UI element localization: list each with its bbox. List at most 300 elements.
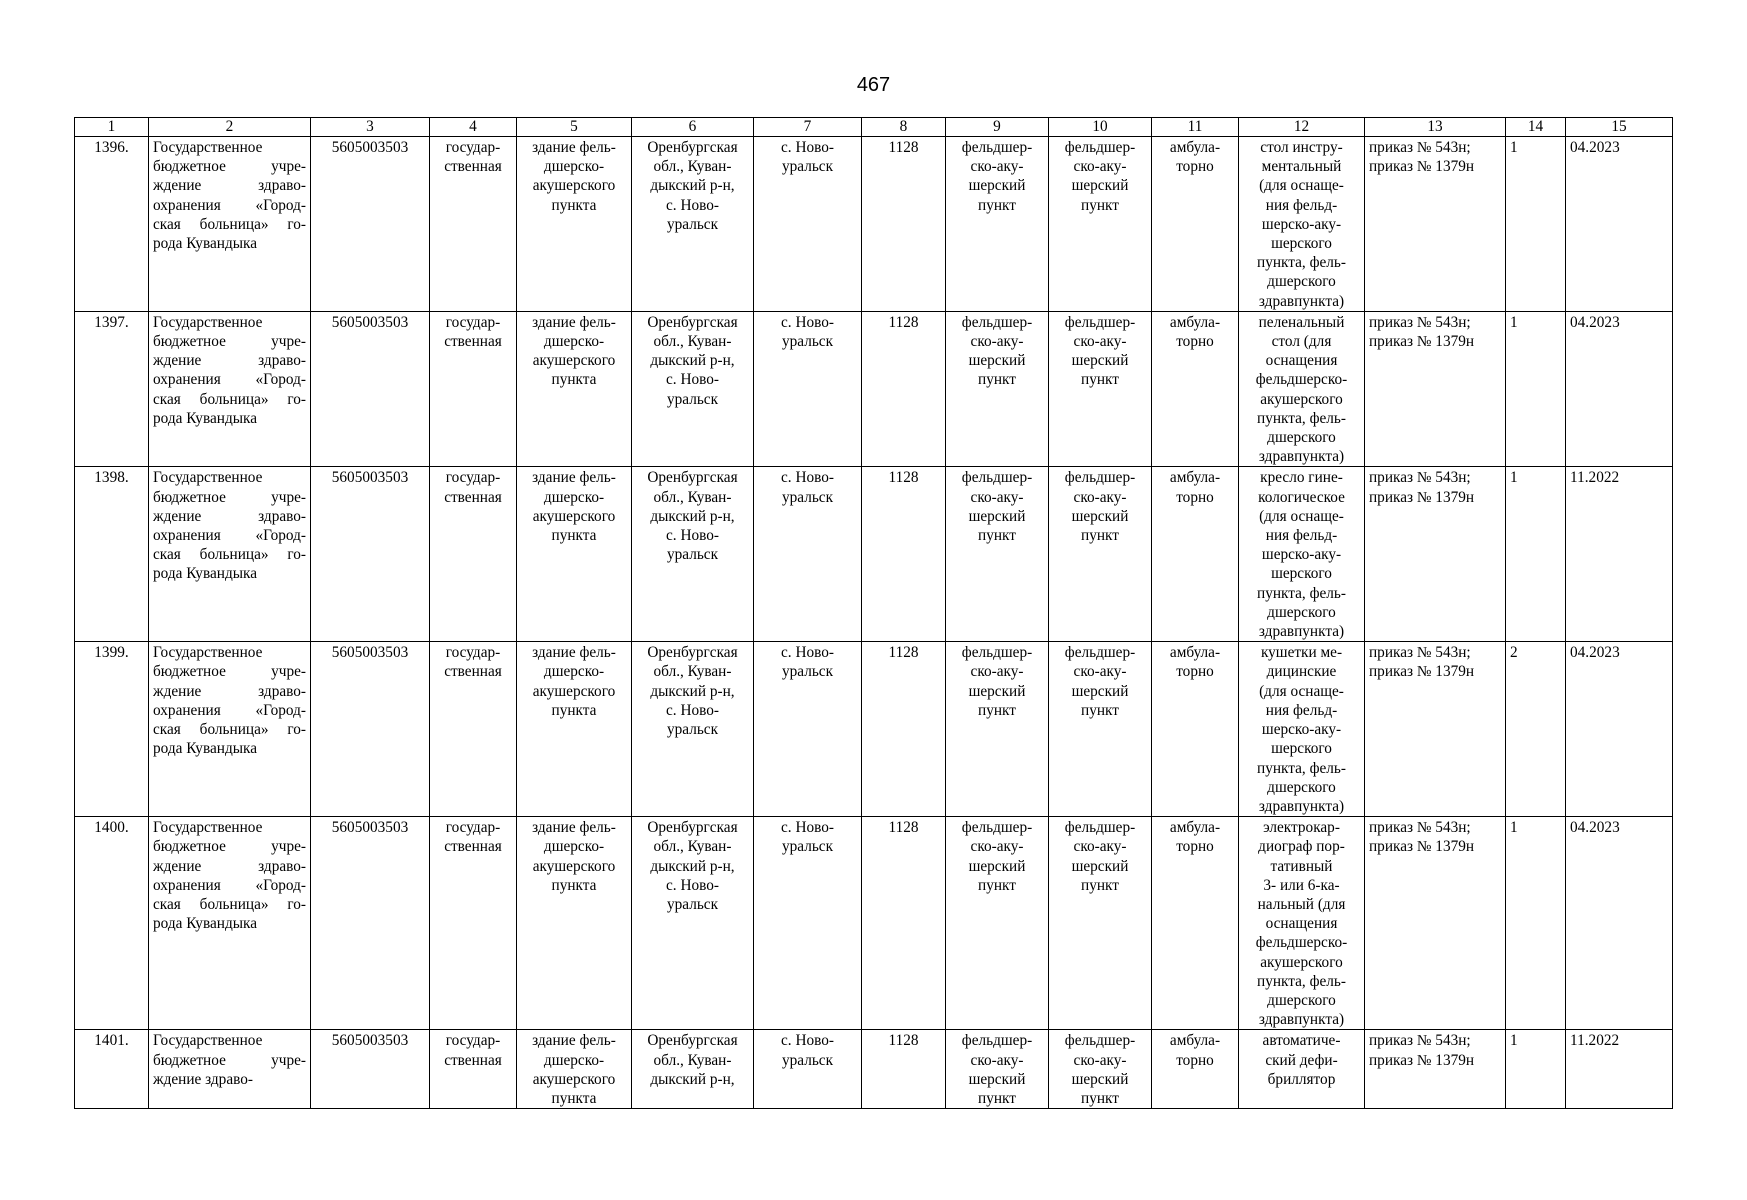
equipment-line: акушерского	[1260, 390, 1343, 408]
equipment-line: пеленальный	[1258, 313, 1345, 331]
care-conditions-line: амбула-	[1169, 313, 1221, 331]
locality-line: с. Ново-	[781, 819, 834, 837]
address-line: Оренбургская	[647, 139, 738, 156]
facility-subtype-line: фельдшер-	[1064, 313, 1136, 331]
equipment-line: дшерского	[1267, 778, 1336, 796]
building-line: дшерско-	[543, 663, 605, 681]
ownership-form-line: ственная	[444, 838, 502, 856]
address-line: обл., Куван-	[653, 838, 732, 856]
equipment-line: акушерского	[1260, 953, 1343, 971]
building-cell	[517, 1030, 632, 1109]
facility-subtype-cell	[1049, 817, 1152, 1030]
column-header-1: 1	[75, 118, 149, 137]
locality-line: с. Ново-	[781, 644, 834, 662]
locality-cell	[754, 817, 862, 1030]
address-cell	[632, 1030, 754, 1109]
facility-subtype-cell	[1049, 137, 1152, 312]
address-cell	[632, 137, 754, 312]
facility-type-line: шерский	[968, 682, 1026, 700]
code-cell: 1128	[862, 137, 946, 312]
care-conditions-line: торно	[1176, 663, 1214, 681]
address-line: уральск	[666, 215, 719, 233]
quantity-cell: 1	[1506, 817, 1566, 1030]
facility-subtype-cell	[1049, 1030, 1152, 1109]
organization-name-cell	[149, 311, 311, 467]
address-line: дыкский р-н,	[650, 682, 735, 700]
facility-subtype-line: ско-аку-	[1073, 1051, 1127, 1069]
building-line: дшерско-	[543, 1051, 605, 1069]
locality-line: с. Ново-	[781, 1032, 834, 1050]
facility-subtype-line: ско-аку-	[1073, 488, 1127, 506]
equipment-line: шерско-аку-	[1261, 546, 1342, 564]
facility-subtype-line: пункт	[1081, 371, 1119, 389]
equipment-cell	[1239, 817, 1365, 1030]
organization-name-line: Государственное	[153, 139, 263, 156]
order-reference-line: приказ № 1379н	[1369, 333, 1475, 351]
building-cell	[517, 642, 632, 817]
organization-name-line: Государственное	[153, 644, 263, 662]
quantity-cell: 1	[1506, 1030, 1566, 1109]
equipment-line: шерского	[1271, 740, 1332, 758]
facility-subtype-line: ско-аку-	[1073, 333, 1127, 351]
building-line: дшерско-	[543, 158, 605, 176]
address-line: Оренбургская	[647, 819, 738, 837]
equipment-line: кресло гине-	[1260, 469, 1343, 487]
facility-type-cell	[946, 137, 1049, 312]
column-header-9: 9	[946, 118, 1049, 137]
ownership-form-line: государ-	[445, 819, 501, 837]
organization-name-line: рода Кувандыка	[153, 235, 258, 253]
building-line: акушерского	[532, 352, 616, 370]
equipment-line: нальный (для	[1257, 895, 1346, 913]
address-line: Оренбургская	[647, 1032, 738, 1050]
address-line: дыкский р-н,	[650, 352, 735, 370]
quantity-cell: 1	[1506, 311, 1566, 467]
order-reference-line: приказ № 543н;	[1369, 469, 1471, 487]
facility-type-line: фельдшер-	[961, 1032, 1033, 1050]
equipment-line: дшерского	[1267, 991, 1336, 1009]
organization-name-line: охранения «Город-	[153, 196, 306, 214]
equipment-line: пункта, фель-	[1257, 759, 1346, 777]
facility-subtype-line: фельдшер-	[1064, 1032, 1136, 1050]
equipment-line: дицинские	[1266, 663, 1337, 681]
order-reference-cell	[1365, 467, 1506, 642]
organization-name-line: Государственное	[153, 469, 263, 487]
building-line: здание фель-	[532, 313, 616, 331]
facility-subtype-line: пункт	[1081, 527, 1119, 545]
inn-cell: 5605003503	[311, 1030, 430, 1109]
building-line: здание фель-	[532, 139, 616, 156]
organization-name-line: ская больница» го-	[153, 390, 306, 408]
facility-type-cell	[946, 311, 1049, 467]
equipment-line: дшерского	[1267, 603, 1336, 621]
address-line: с. Ново-	[666, 196, 719, 214]
organization-name-line: Государственное	[153, 313, 263, 331]
organization-name-cell	[149, 642, 311, 817]
equipment-line: здравпункта)	[1258, 292, 1345, 310]
equipment-line: фельдшерско-	[1255, 371, 1348, 389]
equipment-line: пункта, фель-	[1257, 584, 1346, 602]
equipment-line: ментальный	[1261, 158, 1342, 176]
column-header-4: 4	[430, 118, 517, 137]
locality-cell	[754, 137, 862, 312]
equipment-line: (для оснаще-	[1259, 177, 1344, 195]
ownership-form-line: ственная	[444, 1051, 502, 1069]
locality-line: уральск	[781, 663, 834, 681]
organization-name-line: рода Кувандыка	[153, 565, 258, 583]
organization-name-line: охранения «Город-	[153, 371, 306, 389]
date-cell: 04.2023	[1566, 137, 1673, 312]
facility-type-line: ско-аку-	[970, 333, 1024, 351]
care-conditions-line: амбула-	[1169, 139, 1221, 156]
equipment-line: ния фельд-	[1265, 196, 1338, 214]
inn-cell: 5605003503	[311, 467, 430, 642]
care-conditions-line: торно	[1176, 1051, 1214, 1069]
address-line: уральск	[666, 721, 719, 739]
locality-line: уральск	[781, 333, 834, 351]
organization-name-line: ская больница» го-	[153, 721, 306, 739]
order-reference-line: приказ № 1379н	[1369, 663, 1475, 681]
building-line: здание фель-	[532, 819, 616, 837]
address-line: дыкский р-н,	[650, 177, 735, 195]
equipment-line: ния фельд-	[1265, 527, 1338, 545]
facility-subtype-line: фельдшер-	[1064, 644, 1136, 662]
equipment-line: дшерского	[1267, 273, 1336, 291]
building-line: акушерского	[532, 682, 616, 700]
organization-name-line: ждение здраво-	[153, 177, 306, 195]
care-conditions-line: торно	[1176, 838, 1214, 856]
date-cell: 04.2023	[1566, 642, 1673, 817]
equipment-line: пункта, фель-	[1257, 972, 1346, 990]
organization-name-line: Государственное	[153, 819, 263, 837]
building-line: пункта	[551, 876, 597, 894]
ownership-form-line: государ-	[445, 139, 501, 156]
equipment-line: здравпункта)	[1258, 623, 1345, 641]
ownership-form-cell	[430, 817, 517, 1030]
order-reference-cell	[1365, 642, 1506, 817]
order-reference-cell	[1365, 817, 1506, 1030]
building-line: акушерского	[532, 507, 616, 525]
equipment-line: шерского	[1271, 565, 1332, 583]
equipment-line: шерского	[1271, 235, 1332, 253]
column-header-7: 7	[754, 118, 862, 137]
equipment-line: здравпункта)	[1258, 1011, 1345, 1029]
order-reference-line: приказ № 543н;	[1369, 819, 1471, 837]
equipment-line: фельдшерско-	[1255, 934, 1348, 952]
facility-subtype-line: шерский	[1071, 177, 1129, 195]
equipment-register-table	[74, 117, 1673, 1109]
page-number: 467	[856, 74, 891, 96]
building-cell	[517, 817, 632, 1030]
care-conditions-line: амбула-	[1169, 1032, 1221, 1050]
facility-subtype-line: фельдшер-	[1064, 819, 1136, 837]
equipment-line: стол инстру-	[1260, 139, 1343, 156]
facility-type-line: фельдшер-	[961, 819, 1033, 837]
equipment-line: здравпункта)	[1258, 797, 1345, 815]
equipment-line: (для оснаще-	[1259, 507, 1344, 525]
column-header-8: 8	[862, 118, 946, 137]
address-line: Оренбургская	[647, 313, 738, 331]
order-reference-cell	[1365, 1030, 1506, 1109]
facility-type-line: шерский	[968, 1070, 1026, 1088]
quantity-cell: 1	[1506, 137, 1566, 312]
organization-name-line: ждение здраво-	[153, 1070, 253, 1088]
facility-type-line: пункт	[978, 371, 1016, 389]
organization-name-line: охранения «Город-	[153, 527, 306, 545]
address-cell	[632, 642, 754, 817]
inn-cell: 5605003503	[311, 642, 430, 817]
equipment-line: 3- или 6-ка-	[1263, 876, 1340, 894]
order-reference-cell	[1365, 137, 1506, 312]
date-cell: 04.2023	[1566, 311, 1673, 467]
organization-name-line: бюджетное учре-	[153, 838, 306, 856]
equipment-line: электрокар-	[1263, 819, 1340, 837]
quantity-cell: 1	[1506, 467, 1566, 642]
row-number-cell: 1396.	[75, 137, 149, 312]
order-reference-line: приказ № 1379н	[1369, 1051, 1475, 1069]
table-row	[75, 137, 1673, 312]
address-line: обл., Куван-	[653, 333, 732, 351]
address-line: уральск	[666, 390, 719, 408]
address-line: уральск	[666, 546, 719, 564]
address-line: с. Ново-	[666, 527, 719, 545]
equipment-cell	[1239, 311, 1365, 467]
building-line: здание фель-	[532, 469, 616, 487]
table-row	[75, 817, 1673, 1030]
facility-subtype-line: ско-аку-	[1073, 838, 1127, 856]
address-line: с. Ново-	[666, 876, 719, 894]
locality-line: с. Ново-	[781, 313, 834, 331]
facility-subtype-line: пункт	[1081, 876, 1119, 894]
column-header-13: 13	[1365, 118, 1506, 137]
equipment-line: бриллятор	[1267, 1070, 1336, 1088]
facility-type-line: пункт	[978, 876, 1016, 894]
address-cell	[632, 467, 754, 642]
facility-subtype-line: пункт	[1081, 1089, 1119, 1107]
facility-subtype-line: шерский	[1071, 507, 1129, 525]
equipment-line: здравпункта)	[1258, 448, 1345, 466]
column-header-2: 2	[149, 118, 311, 137]
organization-name-line: ская больница» го-	[153, 895, 306, 913]
building-cell	[517, 467, 632, 642]
ownership-form-line: государ-	[445, 1032, 501, 1050]
locality-cell	[754, 467, 862, 642]
equipment-line: оснащения	[1265, 352, 1338, 370]
building-line: здание фель-	[532, 1032, 616, 1050]
care-conditions-cell	[1152, 137, 1239, 312]
date-cell: 11.2022	[1566, 467, 1673, 642]
locality-cell	[754, 311, 862, 467]
organization-name-line: ская больница» го-	[153, 546, 306, 564]
address-cell	[632, 311, 754, 467]
locality-line: уральск	[781, 488, 834, 506]
ownership-form-cell	[430, 642, 517, 817]
row-number-cell: 1401.	[75, 1030, 149, 1109]
address-line: Оренбургская	[647, 644, 738, 662]
inn-cell: 5605003503	[311, 137, 430, 312]
equipment-line: шерско-аку-	[1261, 721, 1342, 739]
facility-type-line: фельдшер-	[961, 313, 1033, 331]
column-header-10: 10	[1049, 118, 1152, 137]
building-line: пункта	[551, 701, 597, 719]
care-conditions-line: торно	[1176, 158, 1214, 176]
address-line: обл., Куван-	[653, 158, 732, 176]
equipment-line: ния фельд-	[1265, 701, 1338, 719]
building-line: дшерско-	[543, 333, 605, 351]
equipment-line: кологическое	[1258, 488, 1345, 506]
column-header-6: 6	[632, 118, 754, 137]
locality-line: уральск	[781, 1051, 834, 1069]
ownership-form-line: ственная	[444, 333, 502, 351]
address-line: дыкский р-н,	[650, 857, 735, 875]
order-reference-line: приказ № 1379н	[1369, 488, 1475, 506]
column-header-14: 14	[1506, 118, 1566, 137]
date-cell: 04.2023	[1566, 817, 1673, 1030]
facility-type-line: шерский	[968, 177, 1026, 195]
equipment-line: ский дефи-	[1265, 1051, 1338, 1069]
address-line: дыкский р-н,	[650, 507, 735, 525]
care-conditions-cell	[1152, 642, 1239, 817]
facility-subtype-line: шерский	[1071, 352, 1129, 370]
organization-name-line: бюджетное учре-	[153, 158, 306, 176]
care-conditions-cell	[1152, 311, 1239, 467]
ownership-form-line: государ-	[445, 644, 501, 662]
locality-line: уральск	[781, 838, 834, 856]
organization-name-cell	[149, 137, 311, 312]
order-reference-cell	[1365, 311, 1506, 467]
facility-type-line: фельдшер-	[961, 644, 1033, 662]
address-line: Оренбургская	[647, 469, 738, 487]
ownership-form-cell	[430, 311, 517, 467]
equipment-line: оснащения	[1265, 915, 1338, 933]
organization-name-line: бюджетное учре-	[153, 488, 306, 506]
care-conditions-line: амбула-	[1169, 819, 1221, 837]
care-conditions-line: торно	[1176, 333, 1214, 351]
quantity-cell: 2	[1506, 642, 1566, 817]
organization-name-line: ждение здраво-	[153, 857, 306, 875]
equipment-cell	[1239, 1030, 1365, 1109]
address-line: обл., Куван-	[653, 488, 732, 506]
organization-name-line: бюджетное учре-	[153, 333, 306, 351]
equipment-line: шерско-аку-	[1261, 215, 1342, 233]
equipment-line: пункта, фель-	[1257, 409, 1346, 427]
facility-type-line: ско-аку-	[970, 488, 1024, 506]
building-line: пункта	[551, 196, 597, 214]
building-line: пункта	[551, 1089, 597, 1107]
organization-name-cell	[149, 817, 311, 1030]
locality-cell	[754, 642, 862, 817]
equipment-line: (для оснаще-	[1259, 682, 1344, 700]
building-line: дшерско-	[543, 488, 605, 506]
facility-type-line: пункт	[978, 1089, 1016, 1107]
equipment-line: пункта, фель-	[1257, 254, 1346, 272]
facility-type-line: ско-аку-	[970, 158, 1024, 176]
order-reference-line: приказ № 543н;	[1369, 139, 1471, 156]
care-conditions-line: торно	[1176, 488, 1214, 506]
address-line: с. Ново-	[666, 371, 719, 389]
code-cell: 1128	[862, 311, 946, 467]
equipment-line: дшерского	[1267, 429, 1336, 447]
facility-subtype-line: фельдшер-	[1064, 139, 1136, 156]
locality-cell	[754, 1030, 862, 1109]
facility-subtype-line: фельдшер-	[1064, 469, 1136, 487]
care-conditions-line: амбула-	[1169, 469, 1221, 487]
equipment-line: тативный	[1270, 857, 1333, 875]
facility-subtype-line: ско-аку-	[1073, 663, 1127, 681]
facility-type-line: пункт	[978, 527, 1016, 545]
table-row	[75, 467, 1673, 642]
organization-name-line: ждение здраво-	[153, 352, 306, 370]
table-row	[75, 311, 1673, 467]
organization-name-cell	[149, 467, 311, 642]
locality-line: уральск	[781, 158, 834, 176]
address-line: с. Ново-	[666, 701, 719, 719]
address-line: обл., Куван-	[653, 663, 732, 681]
facility-subtype-line: ско-аку-	[1073, 158, 1127, 176]
facility-subtype-line: шерский	[1071, 857, 1129, 875]
column-header-11: 11	[1152, 118, 1239, 137]
inn-cell: 5605003503	[311, 311, 430, 467]
code-cell: 1128	[862, 642, 946, 817]
facility-type-line: ско-аку-	[970, 838, 1024, 856]
organization-name-line: ская больница» го-	[153, 215, 306, 233]
building-line: пункта	[551, 371, 597, 389]
locality-line: с. Ново-	[781, 469, 834, 487]
organization-name-line: рода Кувандыка	[153, 409, 258, 427]
building-line: здание фель-	[532, 644, 616, 662]
table-row	[75, 1030, 1673, 1109]
equipment-line: стол (для	[1271, 333, 1332, 351]
facility-type-cell	[946, 817, 1049, 1030]
facility-subtype-line: пункт	[1081, 701, 1119, 719]
building-line: акушерского	[532, 857, 616, 875]
order-reference-line: приказ № 543н;	[1369, 313, 1471, 331]
ownership-form-cell	[430, 137, 517, 312]
address-line: уральск	[666, 895, 719, 913]
building-line: акушерского	[532, 177, 616, 195]
facility-type-line: шерский	[968, 507, 1026, 525]
code-cell: 1128	[862, 1030, 946, 1109]
facility-type-line: пункт	[978, 196, 1016, 214]
organization-name-line: рода Кувандыка	[153, 915, 258, 933]
column-header-5: 5	[517, 118, 632, 137]
order-reference-line: приказ № 543н;	[1369, 644, 1471, 662]
facility-type-cell	[946, 467, 1049, 642]
column-header-12: 12	[1239, 118, 1365, 137]
facility-type-line: фельдшер-	[961, 139, 1033, 156]
ownership-form-line: ственная	[444, 488, 502, 506]
organization-name-line: ждение здраво-	[153, 682, 306, 700]
row-number-cell: 1397.	[75, 311, 149, 467]
facility-subtype-cell	[1049, 642, 1152, 817]
building-cell	[517, 137, 632, 312]
facility-type-cell	[946, 642, 1049, 817]
code-cell: 1128	[862, 467, 946, 642]
organization-name-cell	[149, 1030, 311, 1109]
building-line: пункта	[551, 527, 597, 545]
facility-type-line: шерский	[968, 352, 1026, 370]
equipment-cell	[1239, 137, 1365, 312]
order-reference-line: приказ № 1379н	[1369, 838, 1475, 856]
facility-type-line: шерский	[968, 857, 1026, 875]
inn-cell: 5605003503	[311, 817, 430, 1030]
organization-name-line: ждение здраво-	[153, 507, 306, 525]
building-line: акушерского	[532, 1070, 616, 1088]
column-header-15: 15	[1566, 118, 1673, 137]
facility-subtype-line: шерский	[1071, 682, 1129, 700]
header-row	[75, 118, 1673, 137]
ownership-form-line: ственная	[444, 158, 502, 176]
